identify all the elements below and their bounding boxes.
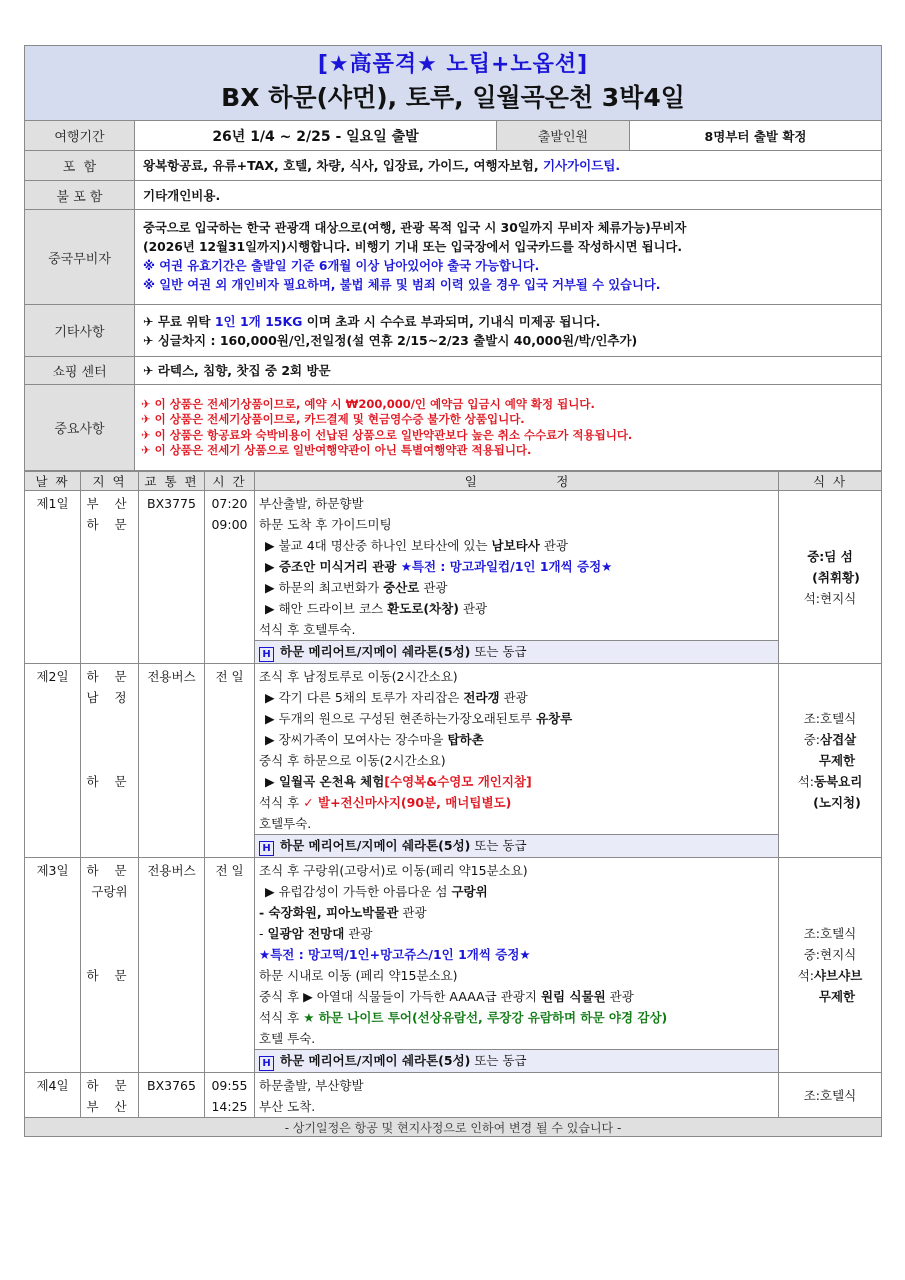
itinerary-line: 호텔 투숙. [259,1031,316,1046]
important-label: 중요사항 [25,385,135,471]
line-text: 중식 후 ▶ 아열대 식물들이 가득한 AAAA급 관광지 [259,989,541,1004]
hotel-icon: H [259,841,274,856]
line-text: 석식 후 [259,1010,304,1025]
info-table [24,45,882,471]
meals [779,1073,882,1118]
day-cities [81,1073,139,1118]
itinerary-line: 부산 도착. [259,1099,316,1114]
meals [779,858,882,1073]
itinerary [255,858,779,1073]
city-2: 구랑위 [91,884,128,899]
day-label: 제2일 [25,664,81,858]
line-bold: 유창루 [535,711,573,726]
day-cities [81,664,139,858]
time-1: 전 일 [215,669,244,684]
header-meal: 식 사 [779,472,882,491]
meal-bold: 샤브샤브 [813,968,863,983]
line-green: ★ 하문 나이트 투어(선상유람선, 루장강 유람하며 하문 야경 감상) [303,1010,668,1025]
title-line-2: BX 하문(샤먼), 토루, 일월곡온천 3박4일 [221,83,685,112]
depart-label: 출발인원 [497,121,630,151]
include-text: 왕복항공료, 유류+TAX, 호텔, 차량, 식사, 입장료, 가이드, 여행자보험, [143,158,543,173]
title-line-1: [★高품격★ 노팁+노옵션] [317,52,589,77]
itinerary-line [255,902,778,923]
include-value [135,151,882,181]
line-text: ▶ 하문의 최고번화가 [265,580,384,595]
visa-line-3: ※ 여권 유효기간은 출발일 기준 6개월 이상 남아있어야 출국 가능합니다. [143,259,540,273]
hotel-icon: H [259,1056,274,1071]
header-time: 시 간 [205,472,255,491]
itinerary-line [255,1007,778,1028]
visa-label: 중국무비자 [25,210,135,305]
itinerary [255,664,779,858]
header-transport: 교 통 편 [139,472,205,491]
visa-value [135,210,882,305]
hotel-suffix: 또는 동급 [470,838,527,853]
city-spacer [81,902,138,965]
city-1: 부 산 [86,496,133,511]
line-special: ★특전 : 망고과일컵/1인 1개씩 증정★ [400,559,613,574]
visa-line-4: ※ 일반 여권 외 개인비자 필요하며, 불법 체류 및 범죄 이력 있을 경우 입국 거부될 수 있습니다. [143,278,661,292]
visa-line-2: (2026년 12월31일까지)시행합니다. 비행기 기내 또는 입국장에서 입국카드를 작성하시면 됩니다. [143,240,683,254]
itinerary-line [255,792,778,813]
itinerary-line [255,577,778,598]
etc-label: 기타사항 [25,305,135,357]
day-label: 제4일 [25,1073,81,1118]
city-2: 남 정 [86,690,133,705]
time-1: 07:20 [211,496,248,511]
itinerary-line [255,708,778,729]
itinerary-line [255,771,778,792]
itinerary-line: ★특전 : 망고떡/1인+망고쥬스/1인 1개씩 증정★ [259,947,531,962]
line-text: 관광 [419,580,448,595]
line-text: 관광 [539,538,568,553]
itinerary-line: 조식 후 구랑위(고랑서)로 이동(페리 약15분소요) [259,863,528,878]
period-value: 26년 1/4 ~ 2/25 - 일요일 출발 [135,121,497,151]
period-label: 여행기간 [25,121,135,151]
hotel-name: 하문 메리어트/지메이 쉐라톤(5성) [280,1053,471,1068]
line-text: 관광 [605,989,634,1004]
line-text: 석식 후 [259,795,304,810]
city-spacer [81,708,138,771]
line-text: - [259,926,268,941]
city-1: 하 문 [86,669,133,684]
day-row-3 [25,858,882,1073]
line-text: 관광 [398,905,427,920]
hotel-line [255,1049,778,1072]
city-1: 하 문 [86,1078,133,1093]
itinerary-line: 하문 도착 후 가이드미팅 [259,517,392,532]
meal-lunch [779,729,881,750]
etc-line-1c: 이며 초과 시 수수료 부과되며, 기내식 미제공 됩니다. [302,313,601,329]
day-label: 제3일 [25,858,81,1073]
line-bold: 중산로 [383,580,420,595]
meals [779,491,882,664]
visa-line-1: 중국으로 입국하는 한국 관광객 대상으로(여행, 관광 목적 입국 시 30일까지 무비자 체류가능)무비자 [143,221,687,235]
transport: BX3775 [139,491,205,664]
itinerary-line: 하문출발, 부산향발 [259,1078,364,1093]
shopping-value: ✈ 라텍스, 침향, 찻집 중 2회 방문 [135,357,882,385]
meal-lunch-note: 무제한 [818,753,856,768]
important-value [135,385,882,471]
meal-dinner: 석:현지식 [803,590,857,606]
day-cities [81,858,139,1073]
depart-value: 8명부터 출발 확정 [630,121,882,151]
shopping-label: 쇼핑 센터 [25,357,135,385]
hotel-icon: H [259,647,274,662]
itinerary-line: 호텔투숙. [259,816,312,831]
times [205,491,255,664]
hotel-line [255,834,778,857]
line-bold: 일광암 전망대 [267,926,345,941]
line-text: ▶ 불교 4대 명산중 하나인 보타산에 있는 [265,538,492,553]
itinerary-sheet [24,45,881,1137]
city-3: 하 문 [86,968,133,983]
day-row-2 [25,664,882,858]
important-line-1: ✈ 이 상품은 전세기상품이므로, 예약 시 ₩200,000/인 예약금 입금시 예약 확정 됩니다. [141,396,595,411]
itinerary-line [255,881,778,902]
line-red: ✓ 발+전신마사지(90분, 매너팁별도) [303,795,512,810]
hotel-name: 하문 메리어트/지메이 쉐라톤(5성) [280,644,471,659]
line-bold: 원림 식물원 [540,989,606,1004]
meal-prefix: 석: [797,968,814,983]
include-text-blue: 기사가이드팁. [542,158,621,173]
itinerary-line: 석식 후 호텔투숙. [259,622,356,637]
itinerary [255,1073,779,1118]
itinerary-line: 조식 후 남정토루로 이동(2시간소요) [259,669,458,684]
hotel-suffix: 또는 동급 [470,1053,527,1068]
transport: BX3765 [139,1073,205,1118]
line-text: ▶ 두개의 원으로 구성된 현존하는가장오래된토루 [265,711,536,726]
line-text: ▶ 각기 다른 5채의 토루가 자리잡은 [265,690,464,705]
etc-line-2: ✈ 싱글차지 : 160,000원/인,전일정(설 연휴 2/15~2/23 출발시 40,000원/박/인추가) [143,332,638,348]
schedule-header [25,472,882,491]
meal-prefix: 중: [803,732,821,747]
transport: 전용버스 [139,664,205,858]
line-text: 관광 [344,926,373,941]
times [205,858,255,1073]
line-text: ▶ 장씨가족이 모여사는 장수마을 [265,732,448,747]
city-2: 하 문 [86,517,133,532]
line-text: 관광 [458,601,488,616]
line-red: [수영복&수영모 개인지참] [384,774,532,789]
hotel-line [255,640,778,663]
header-day: 날 짜 [25,472,81,491]
include-label: 포 함 [25,151,135,181]
hotel-suffix: 또는 동급 [470,644,527,659]
hotel-name: 하문 메리어트/지메이 쉐라톤(5성) [280,838,471,853]
meal-dinner [779,965,881,986]
important-line-4: ✈ 이 상품은 전세기 상품으로 일반여행약관이 아닌 특별여행약관 적용됩니다. [141,443,532,457]
time-1: 09:55 [211,1078,248,1093]
title-block [25,46,882,121]
meal-bold: 삼겹살 [820,732,857,747]
meal-breakfast: 조:호텔식 [803,926,857,941]
city-3: 하 문 [86,774,133,789]
schedule-table [24,471,882,1137]
city-1: 하 문 [86,863,133,878]
itinerary-line [255,687,778,708]
time-1: 전 일 [215,863,244,878]
line-text: ▶ 해안 드라이브 코스 [265,601,388,616]
meal-breakfast: 조:호텔식 [803,1087,857,1103]
times [205,1073,255,1118]
meals [779,664,882,858]
footer-row [25,1118,882,1137]
line-text: ▶ 유럽감성이 가득한 아름다운 섬 [265,884,452,899]
day-row-4 [25,1073,882,1118]
footer-note: - 상기일정은 항공 및 현지사정으로 인하여 변경 될 수 있습니다 - [25,1118,882,1137]
itinerary-line: 부산출발, 하문향발 [259,496,364,511]
meal-dinner-place: (노지청) [813,795,861,810]
important-line-3: ✈ 이 상품은 항공료와 숙박비용이 선납된 상품으로 일반약관보다 높은 취소 수수료가 적용됩니다. [141,427,633,442]
important-line-2: ✈ 이 상품은 전세기상품이므로, 카드결제 및 현금영수증 불가한 상품입니다. [141,412,525,426]
line-bold: 환도로(차창) [387,601,459,616]
meal-lunch-place: (취휘황) [812,569,860,585]
day-row-1 [25,491,882,664]
itinerary-line [255,729,778,750]
line-bold: 전라갱 [463,690,500,705]
time-2: 14:25 [211,1099,248,1114]
line-bold: 남보타사 [491,538,540,553]
times [205,664,255,858]
etc-value [135,305,882,357]
meal-lunch: 중:딤 섬 [807,548,853,564]
exclude-value: 기타개인비용. [135,181,882,210]
line-bold: 구랑위 [451,884,488,899]
itinerary-line: 중식 후 하문으로 이동(2시간소요) [259,753,446,768]
city-2: 부 산 [86,1099,133,1114]
itinerary-line [255,535,778,556]
exclude-label: 불 포 함 [25,181,135,210]
etc-line-1b: 1인 1개 15KG [214,313,303,329]
etc-line-1a: ✈ 무료 위탁 [143,313,215,329]
meal-prefix: 석: [797,774,814,789]
line-text: 관광 [499,690,528,705]
itinerary-line [255,923,778,944]
line-bold: 탑하촌 [447,732,484,747]
header-city: 지 역 [81,472,139,491]
day-label: 제1일 [25,491,81,664]
meal-breakfast: 조:호텔식 [803,711,857,726]
line-text: ▶ 증조안 미식거리 관광 [265,559,401,574]
meal-lunch: 중:현지식 [803,947,857,962]
itinerary-line: 하문 시내로 이동 (페리 약15분소요) [259,968,458,983]
line-bold: - 숙장화원, 피아노박물관 [259,905,399,920]
itinerary-line [255,598,778,619]
day-cities [81,491,139,664]
etc-line-1 [143,312,873,331]
transport: 전용버스 [139,858,205,1073]
meal-bold: 동북요리 [813,774,863,789]
itinerary-line [255,556,778,577]
time-2: 09:00 [211,517,248,532]
itinerary [255,491,779,664]
meal-dinner [779,771,881,792]
line-text: ▶ 일월곡 온천욕 체험 [265,774,385,789]
header-itinerary: 일 정 [255,472,779,491]
itinerary-line [255,986,778,1007]
meal-dinner-note: 무제한 [818,989,856,1004]
